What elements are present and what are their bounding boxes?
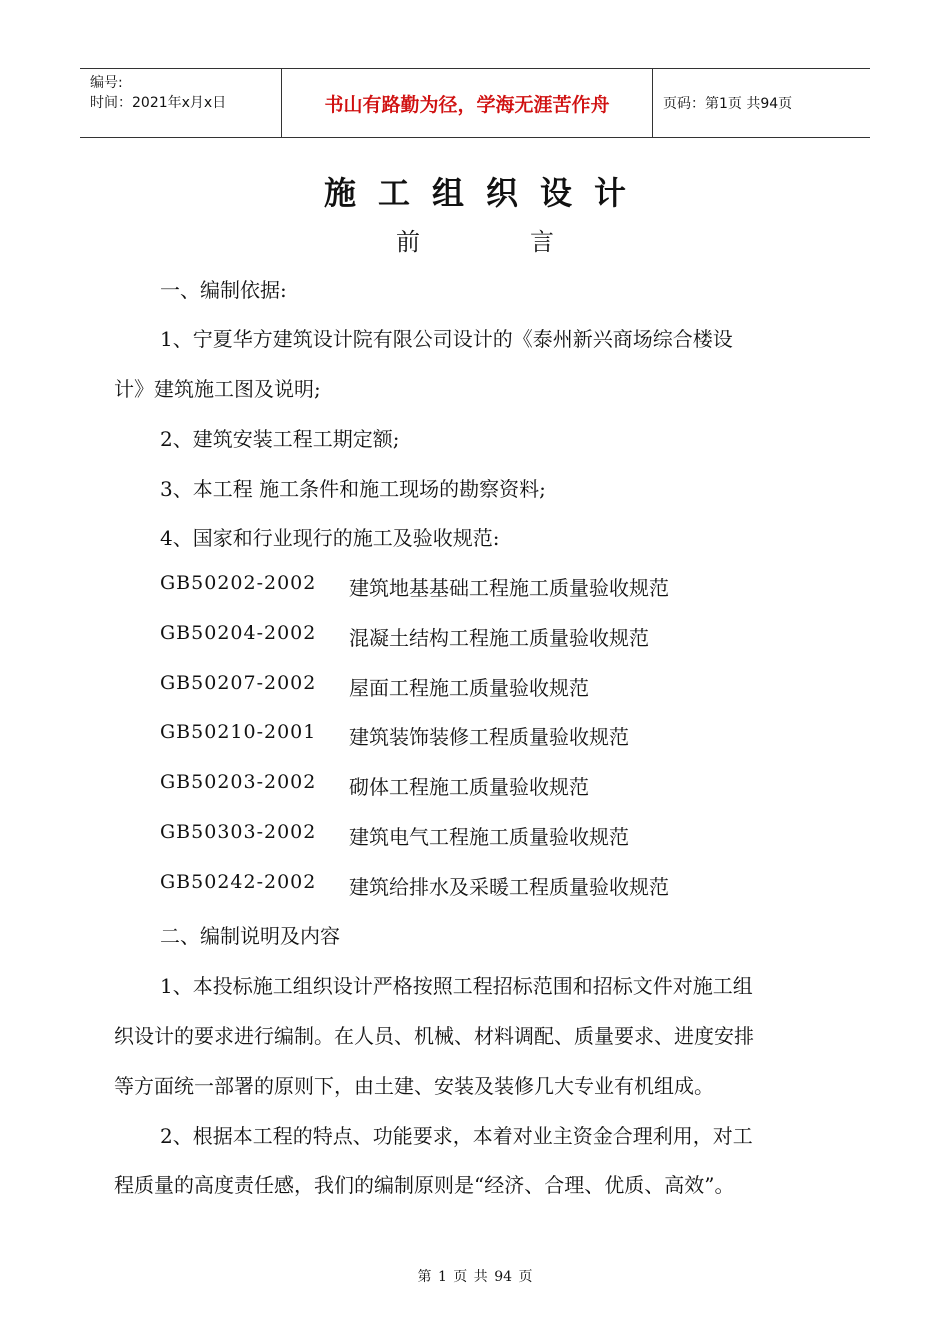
standard-name: 混凝土结构工程施工质量验收规范: [349, 626, 649, 650]
section-heading-basis: 一、编制依据:: [160, 278, 287, 302]
paragraph-line: 4、国家和行业现行的施工及验收规范:: [160, 526, 500, 550]
paragraph-line: 3、本工程 施工条件和施工现场的勘察资料;: [160, 477, 546, 501]
paragraph-line: 1、宁夏华方建筑设计院有限公司设计的《泰州新兴商场综合楼设: [160, 327, 733, 351]
document-subtitle: 前言: [396, 228, 664, 256]
header-motto: 书山有路勤为径，学海无涯苦作舟: [281, 69, 653, 137]
standard-code: GB50207-2002: [160, 672, 317, 694]
document-title: 施工组织设计: [323, 174, 648, 212]
standard-name: 砌体工程施工质量验收规范: [349, 775, 589, 799]
standard-name: 建筑电气工程施工质量验收规范: [349, 825, 629, 849]
page-footer: 第 1 页 共 94 页: [417, 1269, 533, 1285]
paragraph-line: 等方面统一部署的原则下，由土建、安装及装修几大专业有机组成。: [114, 1074, 714, 1098]
standard-name: 屋面工程施工质量验收规范: [349, 676, 589, 700]
section-heading-notes: 二、编制说明及内容: [160, 924, 340, 948]
page-header: [80, 68, 870, 138]
paragraph-line: 织设计的要求进行编制。在人员、机械、材料调配、质量要求、进度安排: [114, 1024, 754, 1048]
standard-name: 建筑给排水及采暖工程质量验收规范: [349, 875, 669, 899]
standard-code: GB50210-2001: [160, 721, 317, 743]
paragraph-line: 1、本投标施工组织设计严格按照工程招标范围和招标文件对施工组: [160, 974, 753, 998]
standard-name: 建筑地基基础工程施工质量验收规范: [349, 576, 669, 600]
standard-code: GB50204-2002: [160, 622, 317, 644]
paragraph-line: 程质量的高度责任感，我们的编制原则是“经济、合理、优质、高效”。: [114, 1173, 735, 1197]
standard-code: GB50303-2002: [160, 821, 317, 843]
standard-code: GB50202-2002: [160, 572, 317, 594]
paragraph-line: 2、根据本工程的特点、功能要求，本着对业主资金合理利用，对工: [160, 1124, 753, 1148]
header-meta-cell: [80, 69, 281, 137]
standard-name: 建筑装饰装修工程质量验收规范: [349, 725, 629, 749]
document-time-label: 时间：2021年x月x日: [90, 95, 227, 111]
paragraph-line: 2、建筑安装工程工期定额;: [160, 427, 400, 451]
standard-code: GB50203-2002: [160, 771, 317, 793]
document-number-label: 编号:: [90, 75, 123, 91]
paragraph-line: 计》建筑施工图及说明;: [114, 377, 321, 401]
standard-code: GB50242-2002: [160, 871, 317, 893]
header-page-info: 页码：第1页 共94页: [663, 96, 793, 112]
